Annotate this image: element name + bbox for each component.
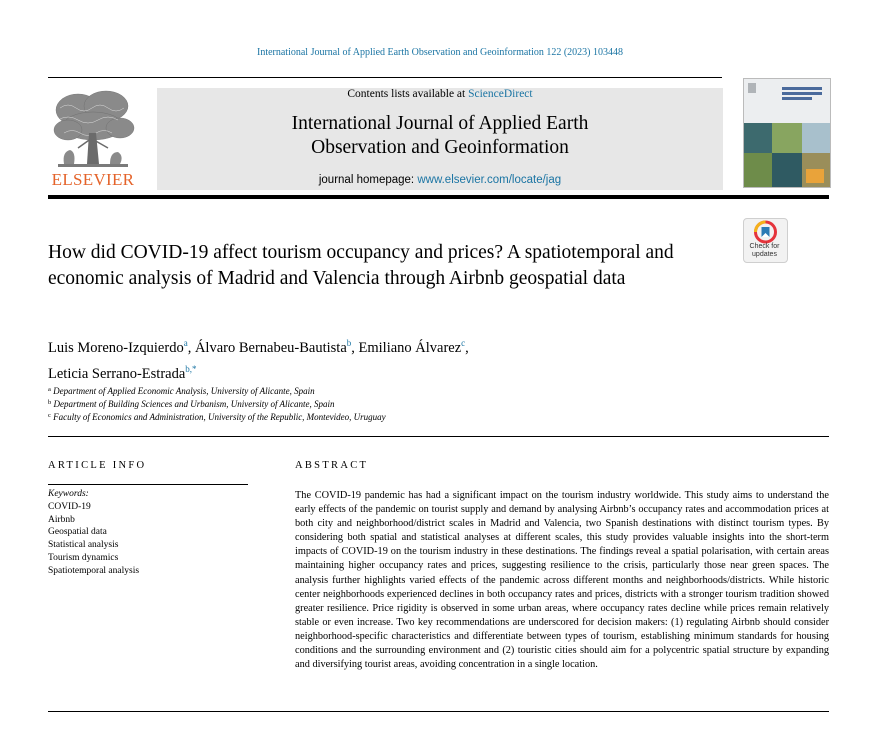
- homepage-link[interactable]: www.elsevier.com/locate/jag: [417, 174, 562, 186]
- affiliation-mark: c: [48, 412, 51, 419]
- sciencedirect-link[interactable]: ScienceDirect: [468, 88, 533, 100]
- homepage-prefix: journal homepage:: [318, 174, 418, 186]
- check-for-updates-label: [743, 243, 786, 258]
- keyword-item: Statistical analysis: [48, 540, 119, 551]
- journal-title: [157, 112, 723, 160]
- article-info-heading: ARTICLE INFO: [48, 460, 147, 471]
- author-separator: ,: [351, 340, 359, 356]
- author-affiliation-mark[interactable]: c: [461, 338, 466, 348]
- author-affiliation-mark[interactable]: b: [346, 338, 352, 348]
- author-separator: ,: [465, 340, 469, 356]
- journal-title-line-2: Observation and Geoinformation: [311, 137, 569, 158]
- keyword-item: Airbnb: [48, 514, 75, 525]
- keyword-item: Spatiotemporal analysis: [48, 565, 140, 576]
- affiliation-text: Department of Building Sciences and Urbanism, University of Alicante, Spain: [53, 399, 335, 409]
- affiliation: [48, 412, 386, 422]
- article-info-rule: [48, 484, 248, 485]
- affiliation-text: Department of Applied Economic Analysis, University of Alicante, Spain: [53, 386, 315, 396]
- affiliation-mark: b: [48, 399, 52, 406]
- paper-title: How did COVID-19 affect tourism occupancy and prices? A spatiotemporal and economic analysis of Madrid and Valencia through Airbnb geospatial data: [48, 242, 674, 289]
- crossmark-label-line-2: updates: [752, 250, 777, 258]
- author-affiliation-mark[interactable]: a: [183, 338, 188, 348]
- affiliation: [48, 386, 315, 396]
- cover-artwork: [744, 79, 830, 187]
- contents-line: [157, 88, 723, 100]
- crossmark-label-line-1: Check for: [749, 243, 780, 250]
- author-name[interactable]: Luis Moreno-Izquierdo: [48, 340, 184, 356]
- journal-homepage: [157, 174, 723, 186]
- affiliation: [48, 399, 335, 409]
- author-list: [48, 333, 668, 385]
- keywords-label: Keywords:: [48, 489, 89, 499]
- author-affiliation-mark[interactable]: b,*: [185, 364, 197, 374]
- keyword-item: Geospatial data: [48, 527, 107, 538]
- author-separator: ,: [187, 340, 195, 356]
- contents-prefix: Contents lists available at: [347, 88, 469, 100]
- section-rule: [48, 436, 829, 437]
- header-thick-rule: [48, 195, 829, 199]
- abstract-heading: ABSTRACT: [295, 460, 369, 471]
- crossmark-icon: [744, 219, 787, 245]
- journal-title-line-1: International Journal of Applied Earth: [291, 113, 589, 134]
- affiliation-mark: a: [48, 386, 51, 393]
- header-rule: [48, 77, 722, 78]
- publisher-wordmark: ELSEVIER: [51, 170, 135, 189]
- keyword-item: COVID-19: [48, 501, 91, 512]
- author-name[interactable]: Emiliano Álvarez: [358, 340, 462, 356]
- journal-citation[interactable]: International Journal of Applied Earth Observation and Geoinformation 122 (2023) 103448: [256, 47, 624, 58]
- abstract-text: The COVID-19 pandemic has had a significant impact on the tourism industry worldwide. This study aims to understand the early effects of the pandemic on tourist supply and demand by analysing Airbnb’s occupancy rates and accommodation prices at both city and neighborhood/district scales in Madrid and Valencia, two Spanish destinations with distinct tourism types. By considering both spatial and statistical analyses at different scales, this study provides valuable insights into the short-term impacts of COVID-19 on the tourism industry in these destinations. The findings reveal a spatial polarisation, with certain areas maintaining higher occupancy rates and prices, suggesting resilience to the crisis, particularly those near green spaces. The analysis further highlights varied effects of the pandemic across different months and neighborhoods/districts. While historic center neighborhoods experienced declines in both occupancy rates and prices, districts with a stronger tourism tradition showed greater resilience. Price rigidity is observed in some urban areas, where occupancy rates decline while prices remain relatively stable or even increase. Two key recommendations are underscored for decision makers: (1) regulating Airbnb should consider neighborhood-specific characteristics and differentiate between types of tourism, establishing minimum standards for housing conditions and the surrounding environment and (2) touristic cities should aim for a polycentric spatial structure by expanding and diversifying tourist areas, avoiding concentration in a single location.: [295, 490, 829, 671]
- keyword-item: Tourism dynamics: [48, 552, 119, 563]
- journal-cover-thumbnail[interactable]: [743, 78, 831, 188]
- bottom-rule: [48, 711, 829, 712]
- author-name[interactable]: Leticia Serrano-Estrada: [48, 366, 186, 382]
- author-name[interactable]: Álvaro Bernabeu-Bautista: [194, 340, 347, 356]
- affiliation-text: Faculty of Economics and Administration, University of the Republic, Montevideo, Uruguay: [53, 412, 386, 422]
- keywords-block: [48, 488, 139, 578]
